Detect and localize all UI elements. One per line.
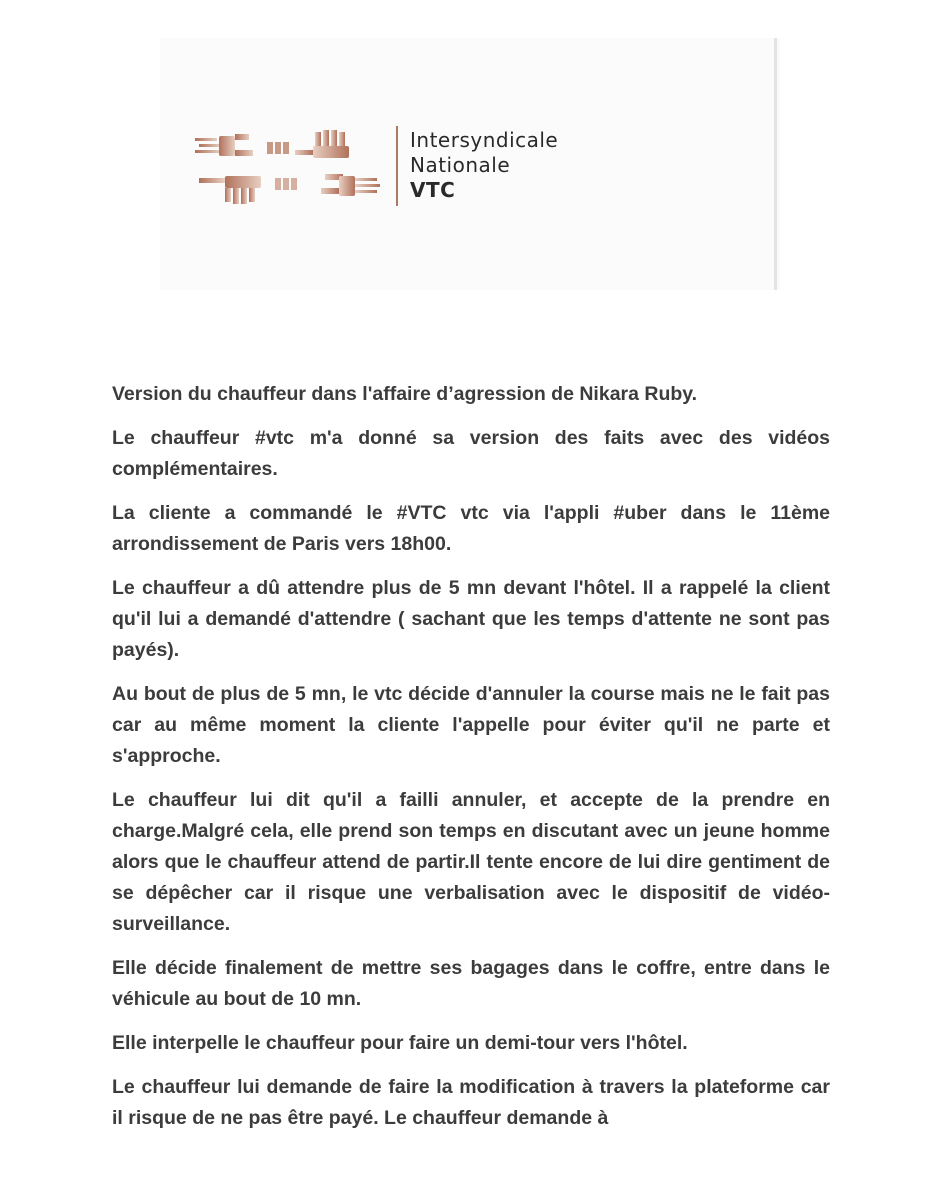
logo-divider [396,126,398,206]
logo-wordmark [410,128,558,203]
logo-line-2: Nationale [410,153,511,177]
paragraph: Le chauffeur a dû attendre plus de 5 mn devant l'hôtel. Il a rappelé la client qu'il lui a demandé d'attendre ( sachant que les temps d'attente ne sont pas payés). [112,577,830,661]
logo-line-1: Intersyndicale [410,128,559,152]
banner-edge-line [774,38,777,290]
hands-logo-icon [195,126,380,206]
paragraph: Au bout de plus de 5 mn, le vtc décide d'annuler la course mais ne le fait pas car au même moment la cliente l'appelle pour éviter qu'il ne parte et s'approche. [112,683,830,767]
paragraph: Elle interpelle le chauffeur pour faire un demi-tour vers l'hôtel. [112,1032,688,1054]
paragraph: Le chauffeur #vtc m'a donné sa version des faits avec des vidéos complémentaires. [112,427,830,480]
paragraph: Le chauffeur lui demande de faire la modification à travers la plateforme car il risque de ne pas être payé. Le chauffeur demande à [112,1076,830,1129]
paragraph: La cliente a commandé le #VTC vtc via l'appli #uber dans le 11ème arrondissement de Paris vers 18h00. [112,502,830,555]
paragraph: Le chauffeur lui dit qu'il a failli annuler, et accepte de la prendre en charge.Malgré cela, elle prend son temps en discutant avec un jeune homme alors que le chauffeur attend de partir.Il tente encore de lui dire gentiment de se dépêcher car il risque une verbalisation avec le dispositif de vidéo-surveillance. [112,789,830,935]
logo-line-3: VTC [410,178,456,202]
document-body [112,379,830,1147]
paragraph: Elle décide finalement de mettre ses bagages dans le coffre, entre dans le véhicule au bout de 10 mn. [112,957,830,1010]
paragraph: Version du chauffeur dans l'affaire d’agression de Nikara Ruby. [112,383,698,405]
